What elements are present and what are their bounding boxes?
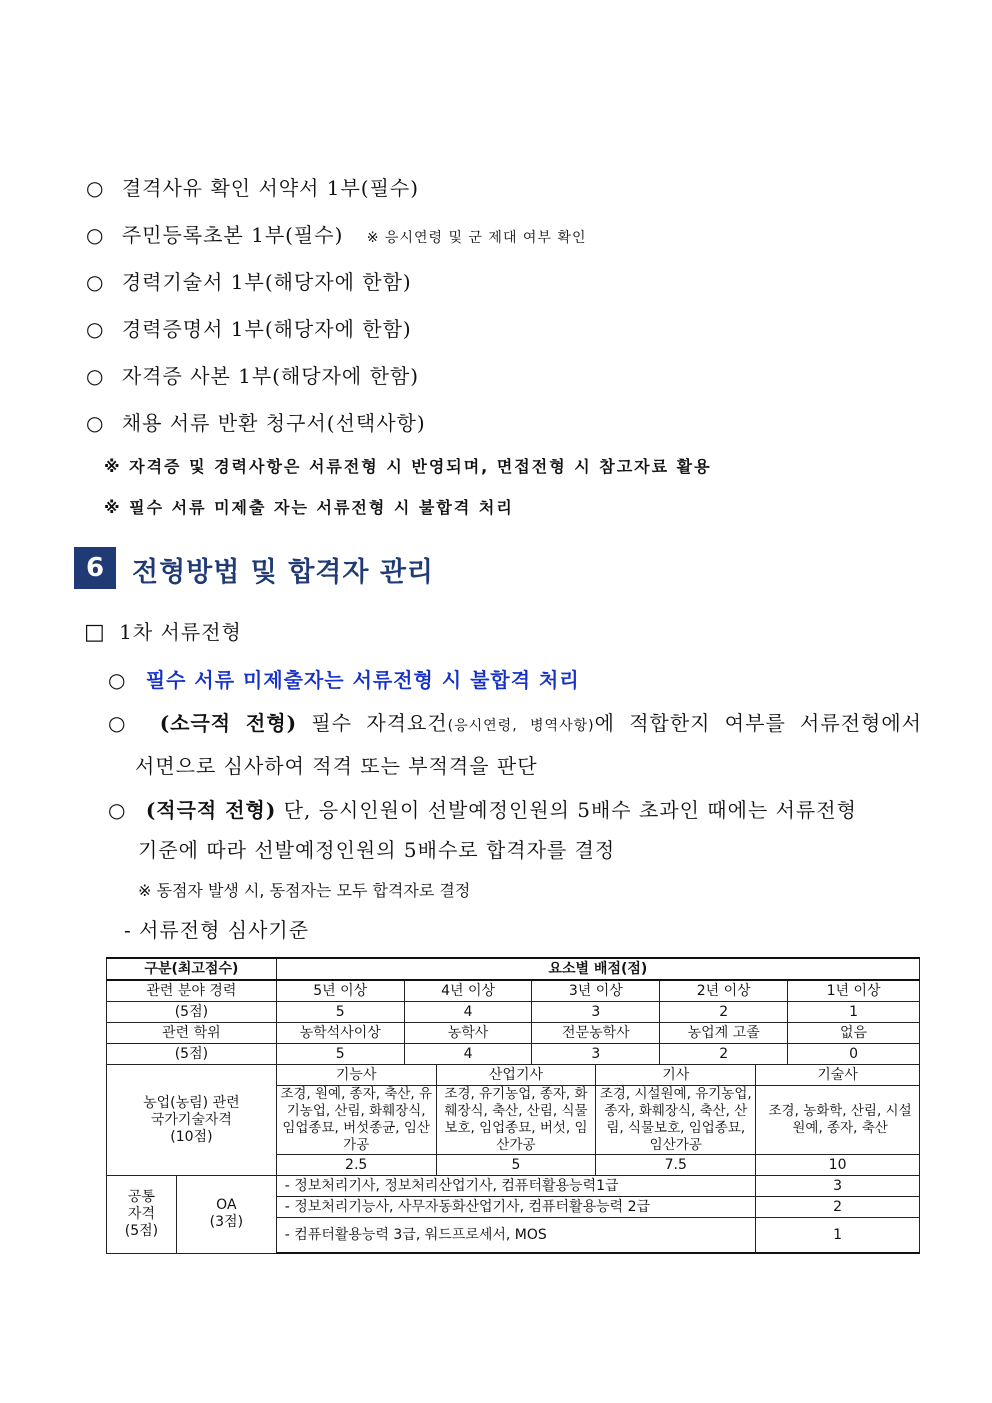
bullet-text: 필수 자격요건 (297, 711, 448, 735)
bullet-passive-screening (108, 703, 922, 786)
bullet-circle: ○ (86, 270, 105, 294)
table-cell: 3 (532, 1044, 660, 1065)
bullet-text-line2: 기준에 따라 선발예정인원의 5배수로 합격자를 결정 (138, 838, 616, 862)
cert-fields: 조경, 유기농업, 종자, 화훼장식, 축산, 산림, 식물보호, 임업종묘, 버섯, 임산가공 (436, 1086, 596, 1155)
row-label: 관련 학위 (107, 1023, 277, 1044)
table-cell: 2 (660, 1002, 788, 1023)
table-cell: 2년 이상 (660, 980, 788, 1002)
table-cell: 2.5 (276, 1155, 436, 1176)
cert-label-cell (107, 1065, 277, 1176)
header-category: 구분(최고점수) (107, 958, 277, 980)
bullet-bold-label: (소극적 전형) (159, 711, 298, 735)
table-header-row (107, 958, 920, 980)
row-max: (10점) (170, 1128, 213, 1145)
doc-item-resident-register (86, 219, 586, 248)
row-label: 농업(농림) 관련 (143, 1094, 240, 1111)
table-cell: 2 (660, 1044, 788, 1065)
table-cell: 5 (276, 1044, 404, 1065)
bullet-circle: ○ (108, 798, 127, 822)
table-row (107, 1023, 920, 1044)
doc-item-text: 경력증명서 1부(해당자에 한함) (121, 317, 412, 341)
row-max: (5점) (107, 1044, 277, 1065)
oa-cert-list: - 컴퓨터활용능력 3급, 워드프로세서, MOS (276, 1218, 755, 1254)
cert-fields: 조경, 농화학, 산림, 시설원예, 종자, 축산 (756, 1086, 920, 1155)
grade-header: 기능사 (276, 1065, 436, 1086)
table-cell: 전문농학사 (532, 1023, 660, 1044)
table-row (107, 1044, 920, 1065)
table-cell: 1년 이상 (788, 980, 920, 1002)
table-cell: 농업계 고졸 (660, 1023, 788, 1044)
bullet-circle: ○ (86, 176, 105, 200)
doc-item-text: 주민등록초본 1부(필수) (121, 223, 344, 247)
table-cell: 5 (276, 1002, 404, 1023)
table-cell: 0 (788, 1044, 920, 1065)
table-cell: 1 (788, 1002, 920, 1023)
table-cell: 4 (404, 1044, 532, 1065)
table-cell: 없음 (788, 1023, 920, 1044)
note-failure: ※ 필수 서류 미제출 자는 서류전형 시 불합격 처리 (104, 498, 514, 517)
doc-item-note: ※ 응시연령 및 군 제대 여부 확인 (366, 230, 587, 246)
bullet-text-highlight: 필수 서류 미제출자는 서류전형 시 불합격 처리 (145, 668, 580, 692)
table-row (107, 980, 920, 1002)
table-cell: 3 (756, 1176, 920, 1197)
table-cell: 1 (756, 1218, 920, 1254)
table-cell: 7.5 (596, 1155, 756, 1176)
row-label: 관련 분야 경력 (107, 980, 277, 1002)
subsection-heading (84, 616, 242, 645)
oa-cert-list: - 정보처리기능사, 사무자동화산업기사, 컴퓨터활용능력 2급 (276, 1197, 755, 1218)
doc-item-return-request (86, 407, 426, 436)
bullet-circle: ○ (86, 364, 105, 388)
bullet-text-line2: 서면으로 심사하여 적격 또는 부적격을 판단 (135, 754, 538, 778)
table-cell: 3년 이상 (532, 980, 660, 1002)
table-cell: 3 (532, 1002, 660, 1023)
row-max: (3점) (209, 1214, 244, 1231)
grade-header: 기사 (596, 1065, 756, 1086)
row-label: OA (216, 1197, 237, 1214)
doc-item-text: 자격증 사본 1부(해당자에 한함) (121, 364, 420, 388)
bullet-circle: ○ (108, 668, 127, 692)
grade-header: 기술사 (756, 1065, 920, 1086)
table-row (107, 1065, 920, 1086)
criteria-label: - 서류전형 심사기준 (124, 918, 310, 942)
table-cell: 10 (756, 1155, 920, 1176)
table-row (107, 1176, 920, 1197)
table-cell: 5 (436, 1155, 596, 1176)
table-row (107, 1002, 920, 1023)
table-cell: 4년 이상 (404, 980, 532, 1002)
doc-item-career-certificate (86, 313, 412, 342)
bullet-required-docs (108, 664, 580, 693)
bullet-circle: ○ (86, 317, 105, 341)
bullet-bold-label: (적극적 전형) (145, 798, 277, 822)
row-max: (5점) (124, 1222, 159, 1239)
subsection-title: 1차 서류전형 (119, 620, 242, 644)
bullet-active-screening (108, 790, 922, 870)
doc-item-text: 결격사유 확인 서약서 1부(필수) (121, 176, 420, 200)
doc-item-oath (86, 172, 419, 201)
section-title: 전형방법 및 합격자 관리 (132, 557, 435, 588)
bullet-circle: ○ (86, 223, 105, 247)
table-cell: 4 (404, 1002, 532, 1023)
row-label: 공통 (127, 1188, 155, 1205)
bullet-small-text: (응시연령, 병역사항) (447, 718, 595, 734)
row-label: 국가기술자격 (150, 1111, 232, 1128)
common-label-cell (107, 1176, 177, 1254)
table-cell: 2 (756, 1197, 920, 1218)
row-label: 자격 (127, 1205, 155, 1222)
table-cell: 농학사 (404, 1023, 532, 1044)
oa-cert-list: - 정보처리기사, 정보처리산업기사, 컴퓨터활용능력1급 (276, 1176, 755, 1197)
cert-fields: 조경, 원예, 종자, 축산, 유기농업, 산림, 화훼장식, 임업종묘, 버섯종균, 임산가공 (276, 1086, 436, 1155)
grade-header: 산업기사 (436, 1065, 596, 1086)
cert-fields: 조경, 시설원예, 유기농업, 종자, 화훼장식, 축산, 산림, 식물보호, 임업종묘, 임산가공 (596, 1086, 756, 1155)
doc-item-text: 채용 서류 반환 청구서(선택사항) (121, 411, 426, 435)
note-reflection: ※ 자격증 및 경력사항은 서류전형 시 반영되며, 면접전형 시 참고자료 활용 (104, 457, 712, 476)
screening-criteria-table (106, 957, 920, 1254)
doc-item-text: 경력기술서 1부(해당자에 한함) (121, 270, 412, 294)
table-cell: 농학석사이상 (276, 1023, 404, 1044)
table-cell: 5년 이상 (276, 980, 404, 1002)
bullet-circle: ○ (108, 711, 134, 735)
checkbox-square-icon: □ (84, 620, 106, 645)
header-points: 요소별 배점(점) (276, 958, 919, 980)
doc-item-license-copy (86, 360, 419, 389)
bullet-text: 단, 응시인원이 선발예정인원의 5배수 초과인 때에는 서류전형 (276, 798, 857, 822)
oa-label-cell (176, 1176, 276, 1254)
tie-note: ※ 동점자 발생 시, 동점자는 모두 합격자로 결정 (138, 881, 471, 900)
section-number: 6 (74, 547, 116, 589)
bullet-circle: ○ (86, 411, 105, 435)
bullet-text: 에 적합한지 여부를 서류전형에서 (594, 711, 922, 735)
row-max: (5점) (107, 1002, 277, 1023)
doc-item-career-description (86, 266, 412, 295)
